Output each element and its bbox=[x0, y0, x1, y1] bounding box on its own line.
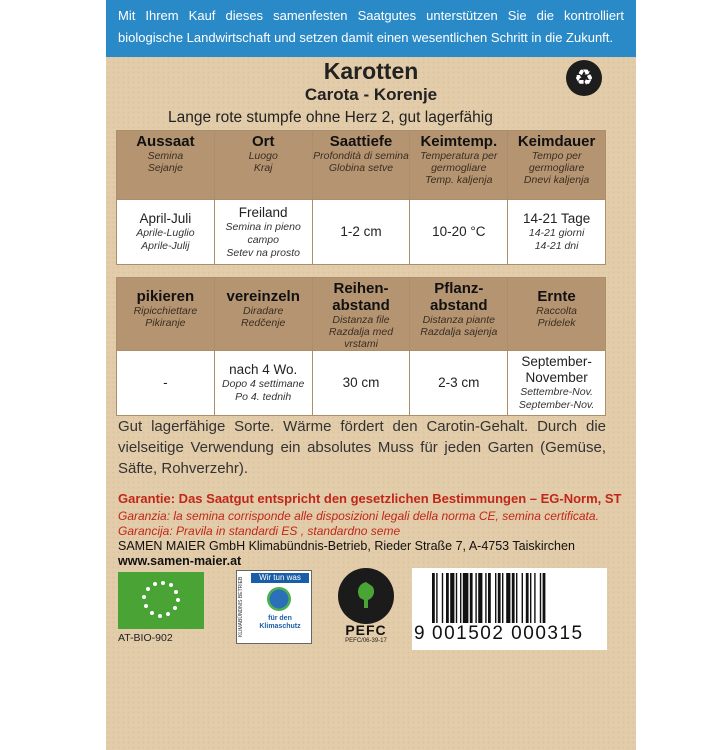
klima-bottom-text: für den Klimaschutz bbox=[259, 615, 301, 630]
klima-side-text: KLIMABÜNDNIS BETRIEB bbox=[238, 576, 244, 638]
header-aussaat: Aussaat Semina Sejanje bbox=[117, 131, 215, 200]
variety-body-text: Gut lagerfähige Sorte. Wärme fördert den Carotin-Gehalt. Durch die vielseitige Verwendung ein absolutes Muss für jeden Garten (Gemüse, Säfte, Rohverzehr). bbox=[118, 418, 606, 477]
guarantee-de: Garantie: Das Saatgut entspricht den gesetzlichen Bestimmungen – EG-Norm, ST bbox=[118, 491, 622, 506]
value-keimtemp: 10-20 °C bbox=[410, 200, 508, 265]
value-keimdauer: 14-21 Tage 14-21 giorni 14-21 dni bbox=[508, 200, 606, 265]
header-pikieren: pikieren Ripicchiettare Pikiranje bbox=[117, 278, 215, 351]
top-banner bbox=[106, 0, 636, 57]
header-keimtemp: Keimtemp. Temperatura per germogliare Temp. kaljenja bbox=[410, 131, 508, 200]
header-ort: Ort Luogo Kraj bbox=[214, 131, 312, 200]
variety-description: Lange rote stumpfe ohne Herz 2, gut lagerfähig bbox=[168, 109, 493, 126]
barcode-bars-icon bbox=[432, 573, 602, 623]
header-ernte: Ernte Raccolta Pridelek bbox=[508, 278, 606, 351]
banner-text: Mit Ihrem Kauf dieses samenfesten Saatgutes unterstützen Sie die kontrolliert biologische Landwirtschaft und setzen damit einen wesentlichen Schritt in die Zukunft. bbox=[118, 8, 624, 45]
care-table bbox=[116, 277, 606, 416]
pefc-tree-icon bbox=[338, 568, 394, 624]
klima-top-text: Wir tun was bbox=[251, 573, 309, 583]
value-saattiefe: 1-2 cm bbox=[312, 200, 410, 265]
header-reihenabstand: Reihen-abstand Distanza file Razdalja med vrstami bbox=[312, 278, 410, 351]
value-reihenabstand: 30 cm bbox=[312, 351, 410, 416]
product-subtitle: Carota - Korenje bbox=[304, 85, 438, 104]
globe-icon bbox=[267, 587, 291, 611]
website-link[interactable]: www.samen-maier.at bbox=[118, 554, 242, 568]
organic-certification-code: AT-BIO-902 bbox=[118, 632, 173, 644]
klimabuendnis-logo bbox=[236, 570, 312, 644]
guarantee-sl: Garancija: Pravila in standardi ES , standardno seme bbox=[118, 524, 401, 538]
header-vereinzeln: vereinzeln Diradare Redčenje bbox=[214, 278, 312, 351]
value-pikieren: - bbox=[117, 351, 215, 416]
eu-organic-leaf-icon bbox=[118, 572, 204, 629]
value-vereinzeln: nach 4 Wo. Dopo 4 settimane Po 4. tednih bbox=[214, 351, 312, 416]
recycle-icon: ♻ bbox=[566, 60, 602, 96]
guarantee-it: Garanzia: la semina corrisponde alle disposizioni legali della norma CE, semina certificata. bbox=[118, 509, 599, 523]
value-ort: Freiland Semina in pieno campo Setev na prosto bbox=[214, 200, 312, 265]
value-pflanzabstand: 2-3 cm bbox=[410, 351, 508, 416]
header-saattiefe: Saattiefe Profondità di semina Globina setve bbox=[312, 131, 410, 200]
pefc-code: PEFC/06-39-17 bbox=[345, 638, 387, 644]
product-title: Karotten bbox=[323, 58, 419, 84]
sowing-table bbox=[116, 130, 606, 265]
header-keimdauer: Keimdauer Tempo per germogliare Dnevi kaljenja bbox=[508, 131, 606, 200]
pefc-label: PEFC bbox=[345, 622, 387, 638]
company-address: SAMEN MAIER GmbH Klimabündnis-Betrieb, Rieder Straße 7, A-4753 Taiskirchen bbox=[118, 539, 575, 553]
header-pflanzabstand: Pflanz-abstand Distanza piante Razdalja sajenja bbox=[410, 278, 508, 351]
value-ernte: September-November Settembre-Nov. September-Nov. bbox=[508, 351, 606, 416]
value-aussaat: April-Juli Aprile-Luglio Aprile-Julij bbox=[117, 200, 215, 265]
